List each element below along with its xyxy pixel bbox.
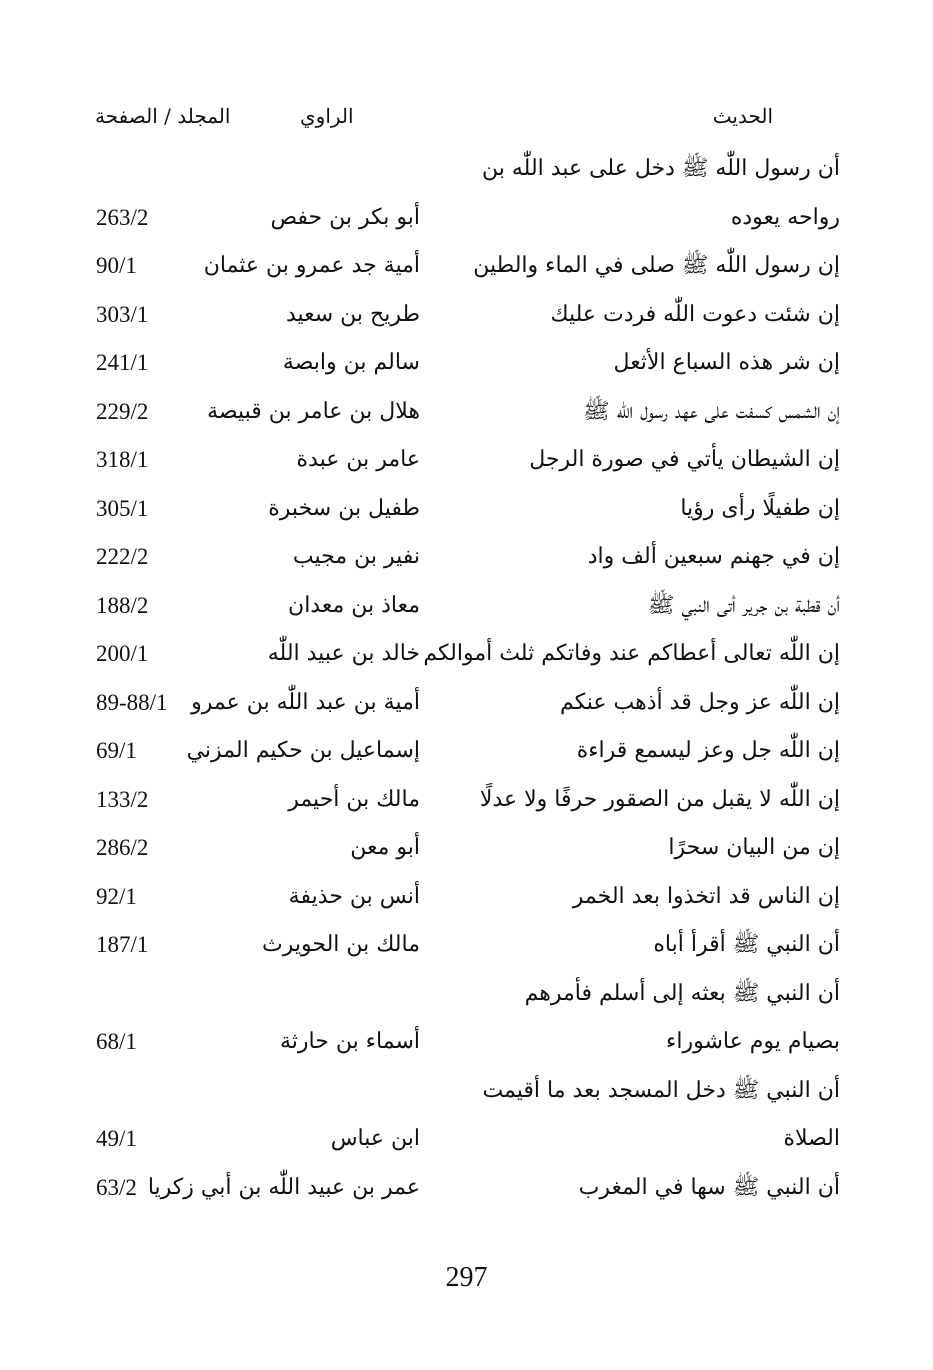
table-row	[0, 926, 933, 975]
hadith-text: إن الشيطان يأتي في صورة الرجل	[529, 447, 840, 472]
volume-page-ref: 90/1	[96, 253, 137, 278]
narrator-name: أمية بن عبد اللّٰه بن عمرو	[191, 689, 420, 715]
narrator-name: ابن عباس	[330, 1126, 420, 1151]
table-row	[0, 344, 933, 393]
table-row	[0, 878, 933, 927]
hadith-text: إن اللّٰه جل وعز ليسمع قراءة	[576, 738, 840, 763]
narrator-name: أمية جد عمرو بن عثمان	[203, 253, 420, 278]
hadith-text: إن من البيان سحرًا	[668, 835, 840, 860]
hadith-text: إن شئت دعوت اللّٰه فردت عليك	[550, 301, 840, 327]
narrator-name: إسماعيل بن حكيم المزني	[186, 738, 420, 763]
hadith-text: أن النبي ﷺ بعثه إلى أسلم فأمرهم	[524, 980, 840, 1006]
narrator-name: أبو بكر بن حفص	[270, 204, 420, 230]
hadith-text: إن اللّٰه لا يقبل من الصقور حرفًا ولا عدلًا	[479, 786, 840, 812]
narrator-name: أنس بن حذيفة	[288, 883, 420, 909]
table-row	[0, 393, 933, 442]
narrator-name: خالد بن عبيد اللّٰه	[267, 641, 420, 666]
narrator-name: معاذ بن معدان	[288, 592, 420, 618]
hadith-text: إن شر هذه السباع الأثعل	[613, 350, 840, 375]
volume-page-ref: 241/1	[96, 350, 149, 375]
hadith-text: رواحه يعوده	[730, 204, 840, 230]
volume-page-ref: 188/2	[96, 592, 149, 618]
narrator-name: طريح بن سعيد	[285, 301, 420, 327]
hadith-index-table	[0, 150, 933, 1217]
table-row	[0, 587, 933, 636]
hadith-text: أن قطبة بن جرير أتى النبي ﷺ	[647, 592, 840, 618]
narrator-name: هلال بن عامر بن قبيصة	[207, 398, 420, 424]
hadith-text: إن اللّٰه تعالى أعطاكم عند وفاتكم ثلث أموالكم	[423, 641, 840, 666]
table-row	[0, 150, 933, 199]
narrator-name: نفير بن مجيب	[292, 544, 420, 569]
column-header-narrator: الراوي	[300, 104, 354, 128]
volume-page-ref: 200/1	[96, 641, 149, 666]
volume-page-ref: 92/1	[96, 883, 137, 909]
volume-page-ref: 89-88/1	[96, 689, 168, 715]
table-row	[0, 538, 933, 587]
volume-page-ref: 187/1	[96, 932, 149, 957]
volume-page-ref: 318/1	[96, 447, 149, 472]
narrator-name: أسماء بن حارثة	[279, 1029, 420, 1054]
hadith-text: بصيام يوم عاشوراء	[666, 1029, 840, 1054]
hadith-text: إن في جهنم سبعين ألف واد	[587, 544, 840, 569]
table-row	[0, 490, 933, 539]
narrator-name: مالك بن أحيمر	[288, 786, 420, 812]
hadith-text: إن طفيلًا رأى رؤيا	[680, 495, 840, 521]
volume-page-ref: 222/2	[96, 544, 149, 569]
volume-page-ref: 49/1	[96, 1126, 137, 1151]
narrator-name: طفيل بن سخبرة	[268, 495, 420, 521]
hadith-text: الصلاة	[783, 1126, 840, 1151]
table-row	[0, 781, 933, 830]
page-number: 297	[445, 1262, 488, 1293]
volume-page-ref: 263/2	[96, 204, 149, 230]
narrator-name: عامر بن عبدة	[296, 447, 420, 472]
volume-page-ref: 305/1	[96, 495, 149, 521]
table-row	[0, 1023, 933, 1072]
hadith-text: إن رسول اللّٰه ﷺ صلى في الماء والطين	[473, 253, 840, 278]
narrator-name: سالم بن وابصة	[282, 350, 420, 375]
hadith-text: أن النبي ﷺ دخل المسجد بعد ما أقيمت	[482, 1077, 840, 1103]
volume-page-ref: 229/2	[96, 398, 149, 424]
table-row	[0, 684, 933, 733]
volume-page-ref: 63/2	[96, 1174, 137, 1200]
table-row	[0, 199, 933, 248]
column-header-hadith: الحديث	[712, 104, 773, 128]
volume-page-ref: 303/1	[96, 301, 149, 327]
volume-page-ref: 69/1	[96, 738, 137, 763]
table-row	[0, 247, 933, 296]
volume-page-ref: 68/1	[96, 1029, 137, 1054]
table-row	[0, 635, 933, 684]
hadith-text: أن رسول اللّٰه ﷺ دخل على عبد اللّٰه بن	[482, 156, 840, 181]
column-header-volume-page: المجلد / الصفحة	[95, 104, 231, 128]
volume-page-ref: 286/2	[96, 835, 149, 860]
hadith-text: أن النبي ﷺ أقرأ أباه	[653, 932, 840, 957]
hadith-text: إن اللّٰه عز وجل قد أذهب عنكم	[559, 689, 840, 715]
narrator-name: عمر بن عبيد اللّٰه بن أبي زكريا	[147, 1174, 420, 1200]
table-row	[0, 829, 933, 878]
hadith-text: إن الشمس كسفت على عهد رسول اللّٰه ﷺ	[583, 398, 840, 424]
table-row	[0, 1120, 933, 1169]
table-row	[0, 441, 933, 490]
table-row	[0, 296, 933, 345]
volume-page-ref: 133/2	[96, 786, 149, 812]
hadith-text: إن الناس قد اتخذوا بعد الخمر	[572, 883, 840, 909]
table-row	[0, 1072, 933, 1121]
table-row	[0, 732, 933, 781]
table-row	[0, 1169, 933, 1218]
hadith-text: أن النبي ﷺ سها في المغرب	[578, 1174, 840, 1200]
narrator-name: أبو معن	[350, 835, 420, 860]
table-row	[0, 975, 933, 1024]
narrator-name: مالك بن الحويرث	[262, 932, 420, 957]
